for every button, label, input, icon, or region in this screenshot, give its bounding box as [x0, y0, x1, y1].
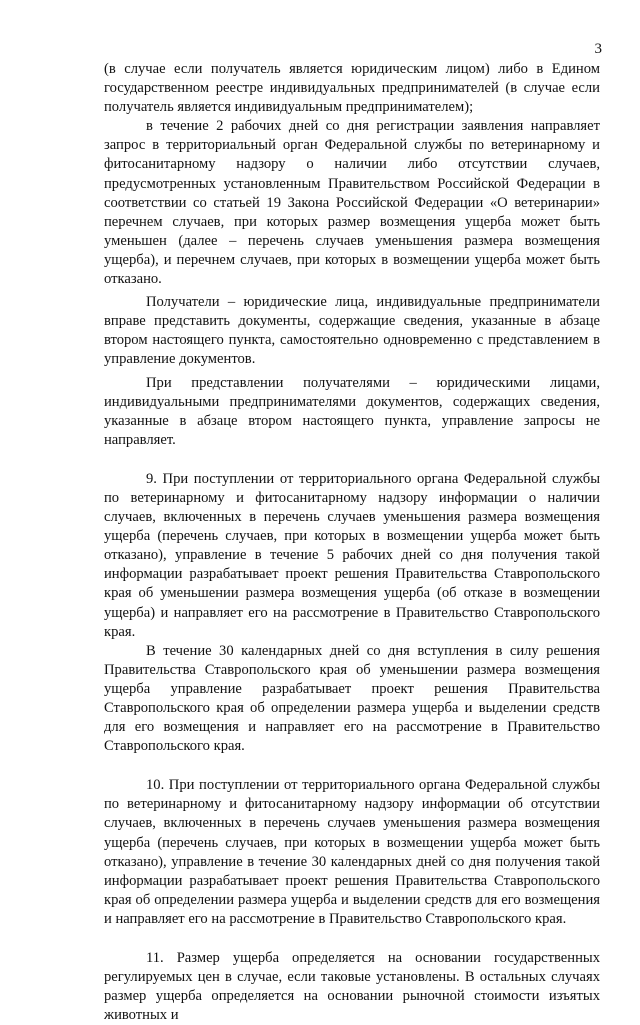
paragraph-no-requests-sent: При представлении получателями – юридическими лицами, индивидуальными предпринимателями документов, содержащих сведения, указанные в абзаце втором настоящего пункта, управление запросы не направляет. — [104, 374, 600, 448]
document-body — [104, 60, 600, 1025]
paragraph-item-10: 10. При поступлении от территориального органа Федеральной службы по ветеринарному и фитосанитарному надзору информации об отсутствии случаев, включенных в перечень случаев уменьшения размера возмещения ущерба (перечень случаев, при которых в возмещении ущерба может быть отказано), управление в течение 30 календарных дней со дня получения такой информации разрабатывает проект решения Правительства Ставропольского края об определении размера ущерба и выделении средств для его возмещения и направляет его на рассмотрение в Правительство Ставропольского края. — [104, 777, 600, 927]
paragraph-item-9: 9. При поступлении от территориального органа Федеральной службы по ветеринарному и фитосанитарному надзору информации о наличии случаев, включенных в перечень случаев уменьшения размера возмещения ущерба (перечень случаев, при которых в возмещении ущерба может быть отказано), управление в течение 5 рабочих дней со дня получения такой информации разрабатывает проект решения Правительства Ставропольского края об уменьшении размера возмещения ущерба (об отказе в возмещении ущерба) и направляет его на рассмотрение в Правительство Ставропольского края. — [104, 470, 600, 640]
paragraph-recipients-may-submit: Получатели – юридические лица, индивидуальные предприниматели вправе представить документы, содержащие сведения, указанные в абзаце втором настоящего пункта, самостоятельно одновременно с представлением в управление документов. — [104, 294, 600, 368]
paragraph-request-within-2-days: в течение 2 рабочих дней со дня регистрации заявления направляет запрос в территориальный орган Федеральной службы по ветеринарному и фитосанитарному надзору о наличии либо отсутствии случаев, предусмотренных установленным Правительством Российской Федерации в соответствии со статьей 19 Закона Российской Федерации «О ветеринарии» перечнем случаев, при которых размер возмещения ущерба может быть уменьшен (далее – перечень случаев уменьшения размера возмещения ущерба), и перечнем случаев, при которых в возмещении ущерба может быть отказано. — [104, 118, 600, 288]
paragraph-item-11: 11. Размер ущерба определяется на основании государственных регулируемых цен в случае, если таковые установлены. В остальных случаях размер ущерба определяется на основании рыночной стоимости изъятых животных и — [104, 950, 600, 1024]
page-number: 3 — [594, 41, 602, 57]
paragraph-item-9-within-30-days: В течение 30 календарных дней со дня вступления в силу решения Правительства Ставропольского края об уменьшении размера возмещения ущерба управление разрабатывает проект решения Правительства Ставропольского края об определении размера ущерба и выделении средств для его возмещения и направляет его на рассмотрение в Правительство Ставропольского края. — [104, 642, 600, 755]
paragraph-registry-clause: (в случае если получатель является юридическим лицом) либо в Едином государственном реестре индивидуальных предпринимателей (в случае если получатель является индивидуальным предпринимателем); — [104, 61, 600, 116]
